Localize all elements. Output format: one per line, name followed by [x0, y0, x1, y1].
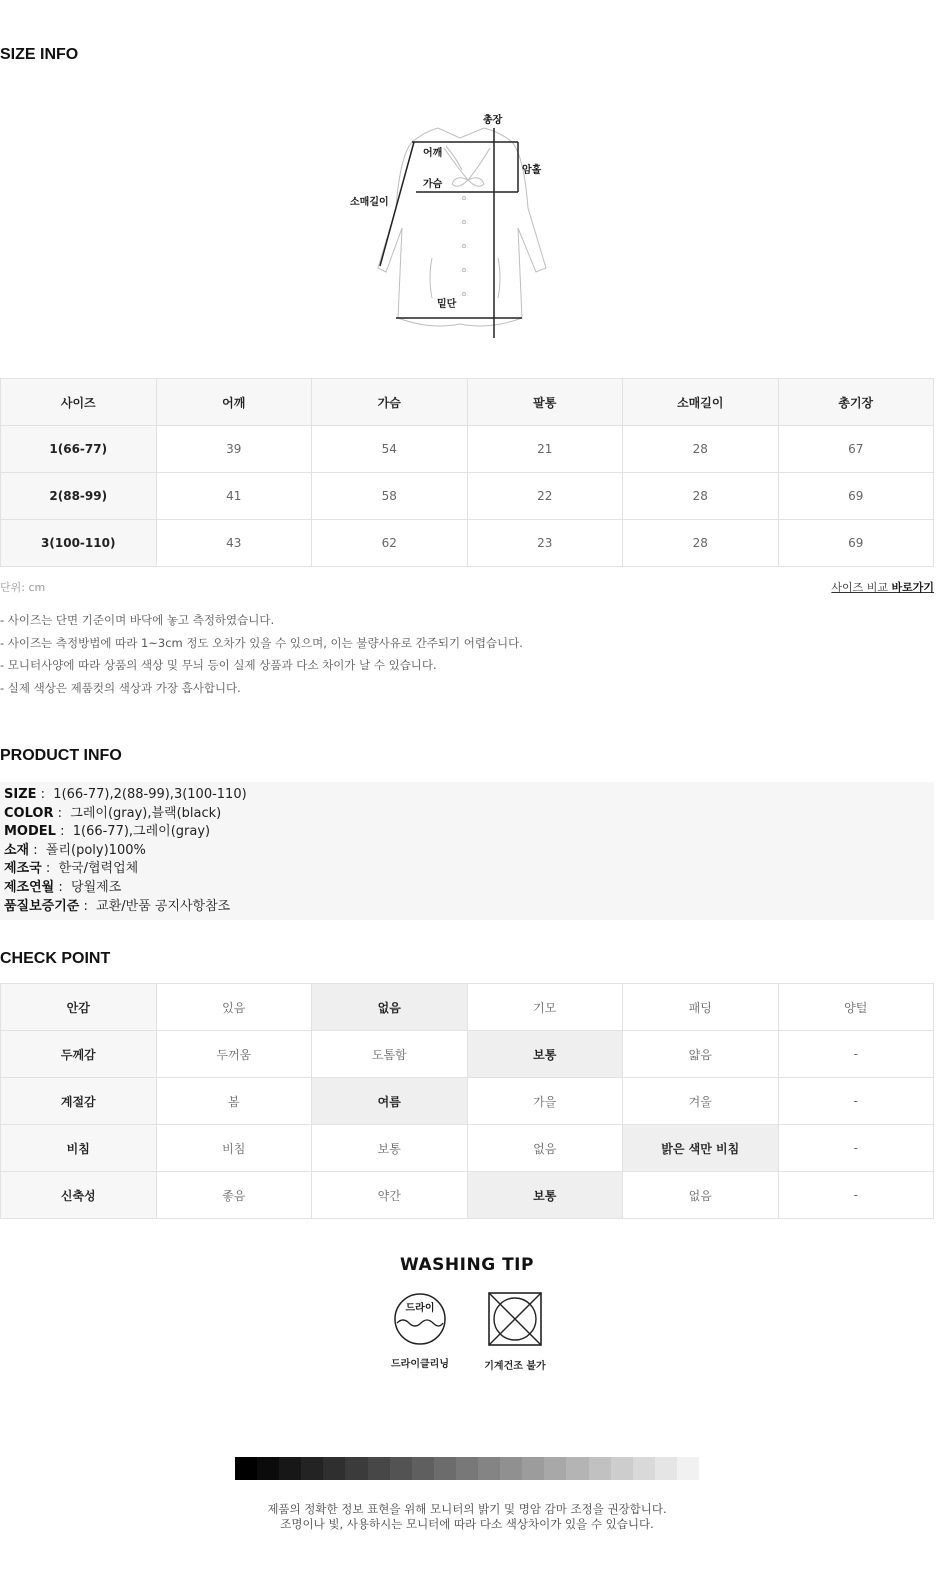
product-info-row: COLOR : 그레이(gray),블랙(black) [4, 805, 222, 821]
gray-swatch [677, 1457, 699, 1480]
check-point-option: 패딩 [623, 984, 779, 1031]
disclaimer-line: 조명이나 빛, 사용하시는 모니터에 따라 다소 색상차이가 있을 수 있습니다. [280, 1517, 654, 1531]
gray-swatch [257, 1457, 279, 1480]
product-info-label: 소재 [4, 842, 30, 858]
size-table-header-cell: 팔통 [467, 379, 623, 426]
no-tumble-dry-item [476, 1291, 554, 1372]
check-point-row [1, 1125, 934, 1172]
product-info-value: 1(66-77),그레이(gray) [72, 824, 211, 840]
check-point-option: 약간 [312, 1172, 468, 1219]
check-point-option: 보통 [467, 1031, 623, 1078]
product-info-value: 한국/협력업체 [58, 861, 139, 877]
check-point-option: - [778, 1125, 934, 1172]
size-table-header-cell: 총기장 [778, 379, 934, 426]
check-point-label: 계절감 [1, 1078, 157, 1125]
size-note: - 실제 색상은 제품컷의 색상과 가장 흡사합니다. [0, 680, 241, 695]
size-table-header-cell: 사이즈 [1, 379, 157, 426]
gray-swatch [390, 1457, 412, 1480]
gray-swatch [566, 1457, 588, 1480]
size-table-cell: 69 [778, 520, 934, 567]
gray-swatch [611, 1457, 633, 1480]
check-point-option: 봄 [156, 1078, 312, 1125]
size-table-cell: 62 [312, 520, 468, 567]
check-point-label: 신축성 [1, 1172, 157, 1219]
check-point-option: 있음 [156, 984, 312, 1031]
size-note: - 사이즈는 측정방법에 따라 1~3cm 정도 오차가 있을 수 있으며, 이는 불량사유로 간주되기 어렵습니다. [0, 635, 523, 650]
size-compare-goto: 바로가기 [891, 581, 934, 594]
product-info-label: COLOR [4, 805, 54, 821]
gray-swatch [323, 1457, 345, 1480]
gray-swatch [522, 1457, 544, 1480]
size-table [0, 378, 934, 567]
size-table-cell: 22 [467, 473, 623, 520]
check-point-title: CHECK POINT [0, 950, 111, 967]
no-tumble-dry-label: 기계건조 불가 [484, 1361, 546, 1372]
size-table-cell: 41 [156, 473, 312, 520]
size-table-cell: 54 [312, 426, 468, 473]
gray-swatch [279, 1457, 301, 1480]
gray-swatch [478, 1457, 500, 1480]
check-point-option: - [778, 1078, 934, 1125]
check-point-option: 두꺼움 [156, 1031, 312, 1078]
check-point-option: 비침 [156, 1125, 312, 1172]
check-point-row [1, 1172, 934, 1219]
dry-cleaning-item [383, 1291, 457, 1370]
product-info-value: 1(66-77),2(88-99),3(100-110) [53, 787, 247, 802]
garment-size-diagram [340, 108, 580, 358]
check-point-row [1, 984, 934, 1031]
gray-swatch [655, 1457, 677, 1480]
size-table-header-cell: 소매길이 [623, 379, 779, 426]
size-table-header-cell: 가슴 [312, 379, 468, 426]
gray-swatch [368, 1457, 390, 1480]
check-point-option: 기모 [467, 984, 623, 1031]
size-table-row [1, 473, 934, 520]
product-info-row: 제조연월 : 당월제조 [4, 879, 122, 895]
product-info-row: SIZE : 1(66-77),2(88-99),3(100-110) [4, 787, 247, 802]
check-point-option: 없음 [312, 984, 468, 1031]
product-info-label: 품질보증기준 [4, 898, 80, 914]
gray-swatch [500, 1457, 522, 1480]
check-point-option: - [778, 1172, 934, 1219]
size-table-header [1, 379, 934, 426]
size-table-cell: 23 [467, 520, 623, 567]
product-info-value: 당월제조 [71, 879, 122, 895]
size-notes [0, 611, 523, 701]
check-point-option: 밝은 색만 비침 [623, 1125, 779, 1172]
product-info-label: MODEL [4, 824, 56, 840]
size-compare-link[interactable] [831, 579, 934, 595]
check-point-option: 여름 [312, 1078, 468, 1125]
product-info-row: 제조국 : 한국/협력업체 [4, 861, 139, 877]
diagram-label-hem: 밑단 [437, 299, 457, 310]
check-point-row [1, 1078, 934, 1125]
size-table-size-cell: 1(66-77) [1, 426, 157, 473]
size-table-cell: 21 [467, 426, 623, 473]
gray-swatch [345, 1457, 367, 1480]
dry-cleaning-icon [392, 1291, 448, 1347]
check-point-label: 비침 [1, 1125, 157, 1172]
size-table-cell: 69 [778, 473, 934, 520]
size-table-cell: 28 [623, 426, 779, 473]
monitor-disclaimer [0, 1502, 934, 1532]
disclaimer-line: 제품의 정확한 정보 표현을 위해 모니터의 밝기 및 명암 감마 조정을 권장합니다. [267, 1502, 667, 1516]
no-tumble-dry-icon [485, 1291, 545, 1349]
check-point-option: 겨울 [623, 1078, 779, 1125]
check-point-row [1, 1031, 934, 1078]
gray-scale-bar [235, 1457, 699, 1480]
check-point-option: 보통 [467, 1172, 623, 1219]
size-table-size-cell: 3(100-110) [1, 520, 157, 567]
size-table-row [1, 520, 934, 567]
product-info-label: 제조연월 [4, 879, 55, 895]
check-point-option: 좋음 [156, 1172, 312, 1219]
gray-swatch [589, 1457, 611, 1480]
check-point-label: 안감 [1, 984, 157, 1031]
check-point-option: 얇음 [623, 1031, 779, 1078]
product-info-row: 소재 : 폴리(poly)100% [4, 842, 146, 858]
product-info-label: 제조국 [4, 861, 42, 877]
check-point-table [0, 983, 934, 1219]
size-info-title: SIZE INFO [0, 46, 79, 63]
product-info-box [0, 782, 934, 920]
unit-label: 단위: cm [0, 581, 46, 594]
check-point-option: 보통 [312, 1125, 468, 1172]
check-point-option: 양털 [778, 984, 934, 1031]
check-point-option: 없음 [623, 1172, 779, 1219]
size-table-size-cell: 2(88-99) [1, 473, 157, 520]
size-table-cell: 58 [312, 473, 468, 520]
check-point-option: - [778, 1031, 934, 1078]
size-table-row [1, 426, 934, 473]
check-point-option: 없음 [467, 1125, 623, 1172]
size-compare-prefix: 사이즈 비교 [831, 581, 888, 594]
washing-tip-title: WASHING TIP [400, 1255, 534, 1275]
product-info-row: 품질보증기준 : 교환/반품 공지사항참조 [4, 898, 231, 914]
gray-swatch [412, 1457, 434, 1480]
check-point-label: 두께감 [1, 1031, 157, 1078]
diagram-label-armhole: 암홀 [522, 165, 542, 176]
check-point-option: 가을 [467, 1078, 623, 1125]
size-table-cell: 28 [623, 473, 779, 520]
check-point-option: 도톰함 [312, 1031, 468, 1078]
product-info-value: 폴리(poly)100% [45, 842, 146, 858]
diagram-label-sleeve-length: 소매길이 [350, 197, 389, 208]
product-info-value: 그레이(gray),블랙(black) [70, 805, 222, 821]
gray-swatch [633, 1457, 655, 1480]
product-info-value: 교환/반품 공지사항참조 [96, 898, 231, 914]
diagram-label-chest: 가슴 [423, 179, 443, 190]
dry-cleaning-label: 드라이클리닝 [391, 1359, 449, 1370]
product-info-label: SIZE [4, 787, 37, 802]
size-table-cell: 28 [623, 520, 779, 567]
size-table-header-cell: 어깨 [156, 379, 312, 426]
gray-swatch [434, 1457, 456, 1480]
product-info-row: MODEL : 1(66-77),그레이(gray) [4, 824, 211, 840]
size-table-cell: 67 [778, 426, 934, 473]
product-info-title: PRODUCT INFO [0, 747, 122, 764]
size-table-cell: 39 [156, 426, 312, 473]
gray-swatch [544, 1457, 566, 1480]
gray-swatch [456, 1457, 478, 1480]
size-table-cell: 43 [156, 520, 312, 567]
gray-swatch [301, 1457, 323, 1480]
diagram-label-shoulder: 어깨 [423, 148, 443, 159]
gray-swatch [235, 1457, 257, 1480]
diagram-label-total-length: 총장 [483, 115, 503, 126]
size-note: - 모니터사양에 따라 상품의 색상 및 무늬 등이 실제 상품과 다소 차이가 날 수 있습니다. [0, 658, 437, 672]
dry-cleaning-inner-text: 드라이 [405, 1303, 435, 1314]
size-note: - 사이즈는 단면 기준이며 바닥에 놓고 측정하였습니다. [0, 613, 275, 627]
